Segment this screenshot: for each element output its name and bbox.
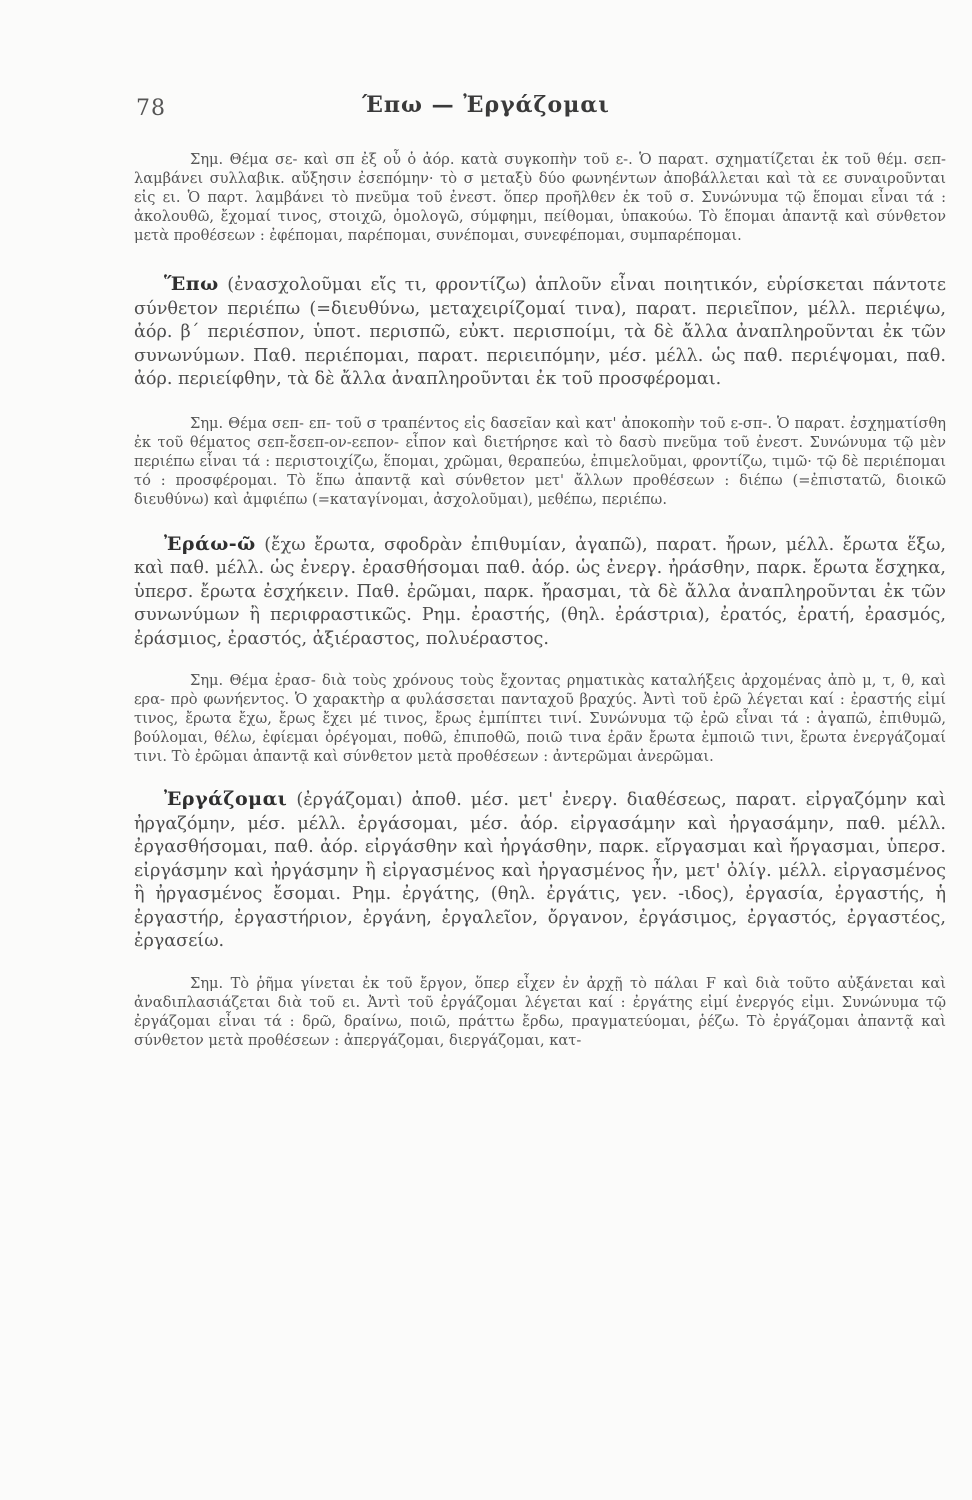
running-head: Έπω — Ἐργάζομαι xyxy=(362,92,610,118)
note-text: Σημ. Τὸ ῥῆμα γίνεται ἐκ τοῦ ἔργον, ὅπερ εἶχεν ἐν ἀρχῇ τὸ πάλαι F καὶ διὰ τοῦτο αὐξάνεται καὶ ἀναδιπλασιάζεται διὰ τοῦ ει. Ἀντὶ τοῦ ἐργάζομαι λέγεται καί : ἐργάτης εἰμί ἐνεργός εἰμι. Συνώνυμα τῷ ἐργάζομαι εἶναι τά : δρῶ, δραίνω, ποιῶ, πράττω ἔρδω, πραγματεύομαι, ῥέζω. Τὸ ἐργάζομαι ἀπαντᾷ καὶ σύνθετον μετὰ προθέσεων : ἀπεργάζομαι, διεργάζομαι, κατ- xyxy=(134,974,946,1049)
note-text: Σημ. Θέμα σεπ- επ- τοῦ σ τραπέντος εἰς δασεῖαν καὶ κατ' ἀποκοπὴν τοῦ ε-σπ-. Ὁ παρατ. ἐσχηματίσθη ἐκ τοῦ θέματος σεπ-ἔσεπ-ον-εεπον- εἶπον καὶ διετήρησε καὶ τὸ δασὺ πνεῦμα τοῦ ἐνεστ. Συνώνυμα τῷ μὲν περιέπω εἶναι τά : περιστοιχίζω, ἕπομαι, χρῶμαι, θεραπεύω, ἐπιμελοῦμαι, φροντίζω, τιμῶ· τῷ δὲ περιέπομαι τό : προσφέρομαι. Τὸ ἕπω ἀπαντᾷ καὶ σύνθετον μετ' ἄλλων προθέσεων : διέπω (=ἐπιστατῶ, διοικῶ διευθύνω) καὶ ἀμφιέπω (=καταγίνομαι, ἀσχολοῦμαι), μεθέπω, περιέπω. xyxy=(134,414,946,508)
note-paragraph xyxy=(134,414,946,509)
entry-headword: Ἐργάζομαι xyxy=(164,788,288,810)
note-text: Σημ. Θέμα σε- καὶ σπ ἐξ οὗ ὁ ἀόρ. κατὰ συγκοπὴν τοῦ ε-. Ὁ παρατ. σχηματίζεται ἐκ τοῦ θέμ. σεπ- λαμβάνει συλλαβικ. αὔξησιν ἐσεπόμην· τὸ σ μεταξὺ δύο φωνηέντων ἀποβάλλεται καὶ τὰ εε συναιροῦνται εἰς ει. Ὁ παρτ. λαμβάνει τὸ πνεῦμα τοῦ ἐνεστ. ὅπερ προῆλθεν ἐκ τοῦ σ. Συνώνυμα τῷ ἕπομαι εἶναι τά : ἀκολουθῶ, ἔχομαί τινος, στοιχῶ, ὁμολογῶ, σύμφημι, πείθομαι, ὑπακούω. Τὸ ἕπομαι ἀπαντᾷ καὶ σύνθετον μετὰ προθέσεων : ἐφέπομαι, παρέπομαι, συνέπομαι, συνεφέπομαι, συμπαρέπομαι. xyxy=(134,151,946,244)
page-header xyxy=(0,92,972,122)
entry-text: (ἐνασχολοῦμαι εἴς τι, φροντίζω) ἁπλοῦν εἶναι ποιητικόν, εὑρίσκεται πάντοτε σύνθετον περιέπω (=διευθύνω, μεταχειρίζομαί τινα), παρατ. περιεῖπον, μέλλ. περιέψω, ἀόρ. β΄ περιέσπον, ὑποτ. περισπῶ, εὐκτ. περισποίμι, τὰ δὲ ἄλλα ἀναπληροῦνται ἐκ τῶν συνωνύμων. Παθ. περιέπομαι, παρατ. περιειπόμην, μέσ. μέλλ. ὡς παθ. περιέψομαι, παθ. ἀόρ. περιείφθην, τὰ δὲ ἄλλα ἀναπληροῦνται ἐκ τοῦ προσφέρομαι. xyxy=(134,275,947,389)
page-number: 78 xyxy=(136,96,166,121)
note-paragraph xyxy=(134,974,946,1050)
note-paragraph xyxy=(134,671,946,766)
entry-headword: Ἕπω xyxy=(164,273,219,295)
note-text: Σημ. Θέμα ἐρασ- διὰ τοὺς χρόνους τοὺς ἔχοντας ρηματικὰς καταλήξεις ἀρχομένας ἀπὸ μ, τ, θ, καὶ ερα- πρὸ φωνήεντος. Ὁ χαρακτὴρ α φυλάσσεται πανταχοῦ βραχύς. Ἀντὶ τοῦ ἐρῶ λέγεται καί : ἐραστής εἰμί τινος, ἔρωτα ἔχω, ἔρως ἔχει μέ τινος, ἔρως ἐμπίπτει τινί. Συνώνυμα τῷ ἐρῶ εἶναι τά : ἀγαπῶ, ἐπιθυμῶ, βούλομαι, θέλω, ἐφίεμαι ὀρέγομαι, ποθῶ, ἐπιποθῶ, ποιῶ τινα ἐρᾶν ἔρωτα ἐμποιῶ τινι, ἔρωτα ἐνεργάζομαί τινι. Τὸ ἐρῶμαι ἀπαντᾷ καὶ σύνθετον μετὰ προθέσεων : ἀντερῶμαι ἀνερῶμαι. xyxy=(134,672,946,765)
entry-headword: Ἐράω-ῶ xyxy=(164,532,256,555)
entry-paragraph xyxy=(134,533,946,652)
dictionary-text xyxy=(134,150,946,1070)
entry-paragraph xyxy=(134,788,946,954)
note-paragraph xyxy=(134,150,946,245)
entry-text: (ἐργάζομαι) ἀποθ. μέσ. μετ' ἐνεργ. διαθέσεως, παρατ. εἰργαζόμην καὶ ἠργαζόμην, μέσ. μέλλ. ἐργάσομαι, μέσ. ἀόρ. εἰργασάμην καὶ ἠργασάμην, παθ. μέλλ. ἐργασθήσομαι, παθ. ἀόρ. εἰργάσθην καὶ ἠργάσθην, παρκ. εἴργασμαι καὶ ἤργασμαι, ὑπερσ. εἰργάσμην καὶ ἠργάσμην ἢ εἰργασμένος καὶ ἠργασμένος ἦν, μετ' ὀλίγ. μέλλ. εἰργασμένος ἢ ἠργασμένος ἔσομαι. Ρημ. ἐργάτης, (θηλ. ἐργάτις, γεν. -ιδος), ἐργασία, ἐργαστής, ἡ ἐργαστήρ, ἐργαστήριον, ἐργάνη, ἐργαλεῖον, ὄργανον, ἐργάσιμος, ἐργαστός, ἐργαστέος, ἐργασείω. xyxy=(134,790,946,951)
entry-text: (ἔχω ἔρωτα, σφοδρὰν ἐπιθυμίαν, ἀγαπῶ), παρατ. ἤρων, μέλλ. ἔρωτα ἕξω, καὶ παθ. μέλλ. ὡς ἐνεργ. ἐρασθήσομαι παθ. ἀόρ. ὡς ἐνεργ. ἠράσθην, παρκ. ἔρωτα ἔσχηκα, ὑπερσ. ἔρωτα ἐσχήκειν. Παθ. ἐρῶμαι, παρκ. ἤρασμαι, τὰ δὲ ἄλλα ἀναπληροῦνται ἐκ τῶν συνωνύμων ἢ περιφραστικῶς. Ρημ. ἐραστής, (θηλ. ἐράστρια), ἐρατός, ἐρατή, ἐρασμός, ἐράσμιος, ἐραστός, ἀξιέραστος, πολυέραστος. xyxy=(134,534,947,649)
entry-paragraph xyxy=(134,273,946,392)
